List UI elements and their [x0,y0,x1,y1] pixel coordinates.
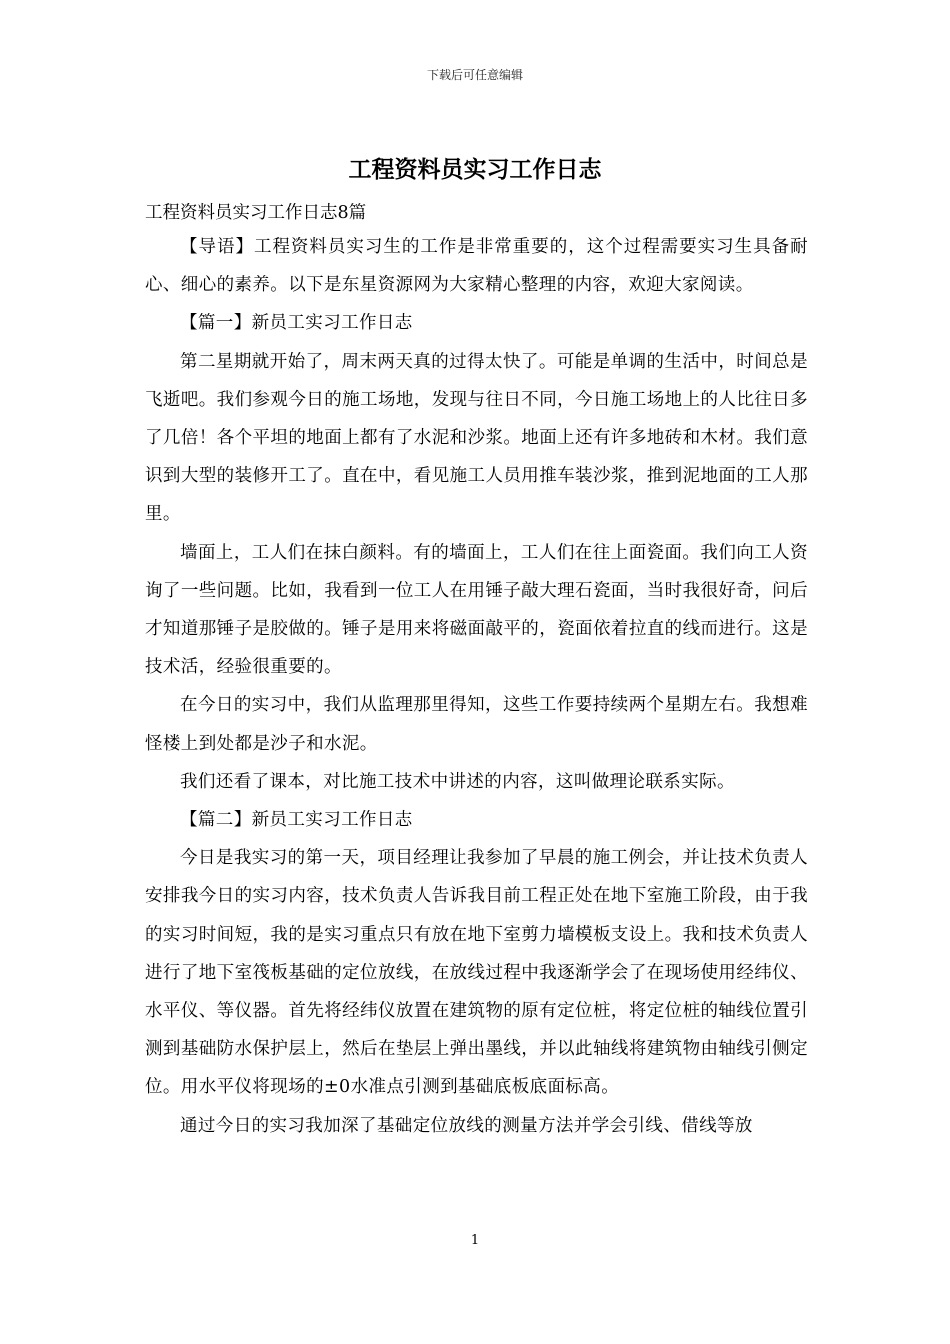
document-title: 工程资料员实习工作日志 [348,156,602,183]
paragraph: 通过今日的实习我加深了基础定位放线的测量方法并学会引线、借线等放 [180,1115,753,1136]
paragraph: 第二星期就开始了，周末两天真的过得太快了。可能是单调的生活中，时间总是飞逝吧。我们参观今日的施工场地，发现与往日不同，今日施工场地上的人比往日多了几倍！各个平坦的地面上都有了水泥和沙浆。地面上还有许多地砖和木材。我们意识到大型的装修开工了。直在中，看见施工人员用推车装沙浆，推到泥地面的工人那里。 [145,351,808,525]
page-number: 1 [470,1233,480,1248]
paragraph: 今日是我实习的第一天，项目经理让我参加了早晨的施工例会，并让技术负责人安排我今日的实习内容，技术负责人告诉我目前工程正处在地下室施工阶段，由于我的实习时间短，我的是实习重点只有放在地下室剪力墙模板支设上。我和技术负责人进行了地下室筏板基础的定位放线，在放线过程中我逐渐学会了在现场使用经纬仪、水平仪、等仪器。首先将经纬仪放置在建筑物的原有定位桩，将定位桩的轴线位置引测到基础防水保护层上，然后在垫层上弹出墨线，并以此轴线将建筑物由轴线引侧定位。用水平仪将现场的±0水准点引测到基础底板底面标高。 [145,848,808,1098]
section-heading-1: 【篇一】新员工实习工作日志 [180,313,413,334]
paragraph: 墙面上，工人们在抹白颜料。有的墙面上，工人们在往上面瓷面。我们向工人资询了一些问题。比如，我看到一位工人在用锤子敲大理石瓷面，当时我很好奇，问后才知道那锤子是胶做的。锤子是用来将磁面敲平的，瓷面依着拉直的线而进行。这是技术活，经验很重要的。 [145,542,808,678]
page-header-note: 下载后可任意编辑 [426,68,523,82]
document-body [145,228,808,1145]
paragraph-intro: 【导语】工程资料员实习生的工作是非常重要的，这个过程需要实习生具备耐心、细心的素养。以下是东星资源网为大家精心整理的内容，欢迎大家阅读。 [145,237,808,296]
section-heading-2: 【篇二】新员工实习工作日志 [180,810,413,831]
paragraph: 在今日的实习中，我们从监理那里得知，这些工作要持续两个星期左右。我想难怪楼上到处都是沙子和水泥。 [145,695,808,754]
paragraph: 我们还看了课本，对比施工技术中讲述的内容，这叫做理论联系实际。 [180,771,735,792]
document-subtitle: 工程资料员实习工作日志8篇 [145,203,367,223]
